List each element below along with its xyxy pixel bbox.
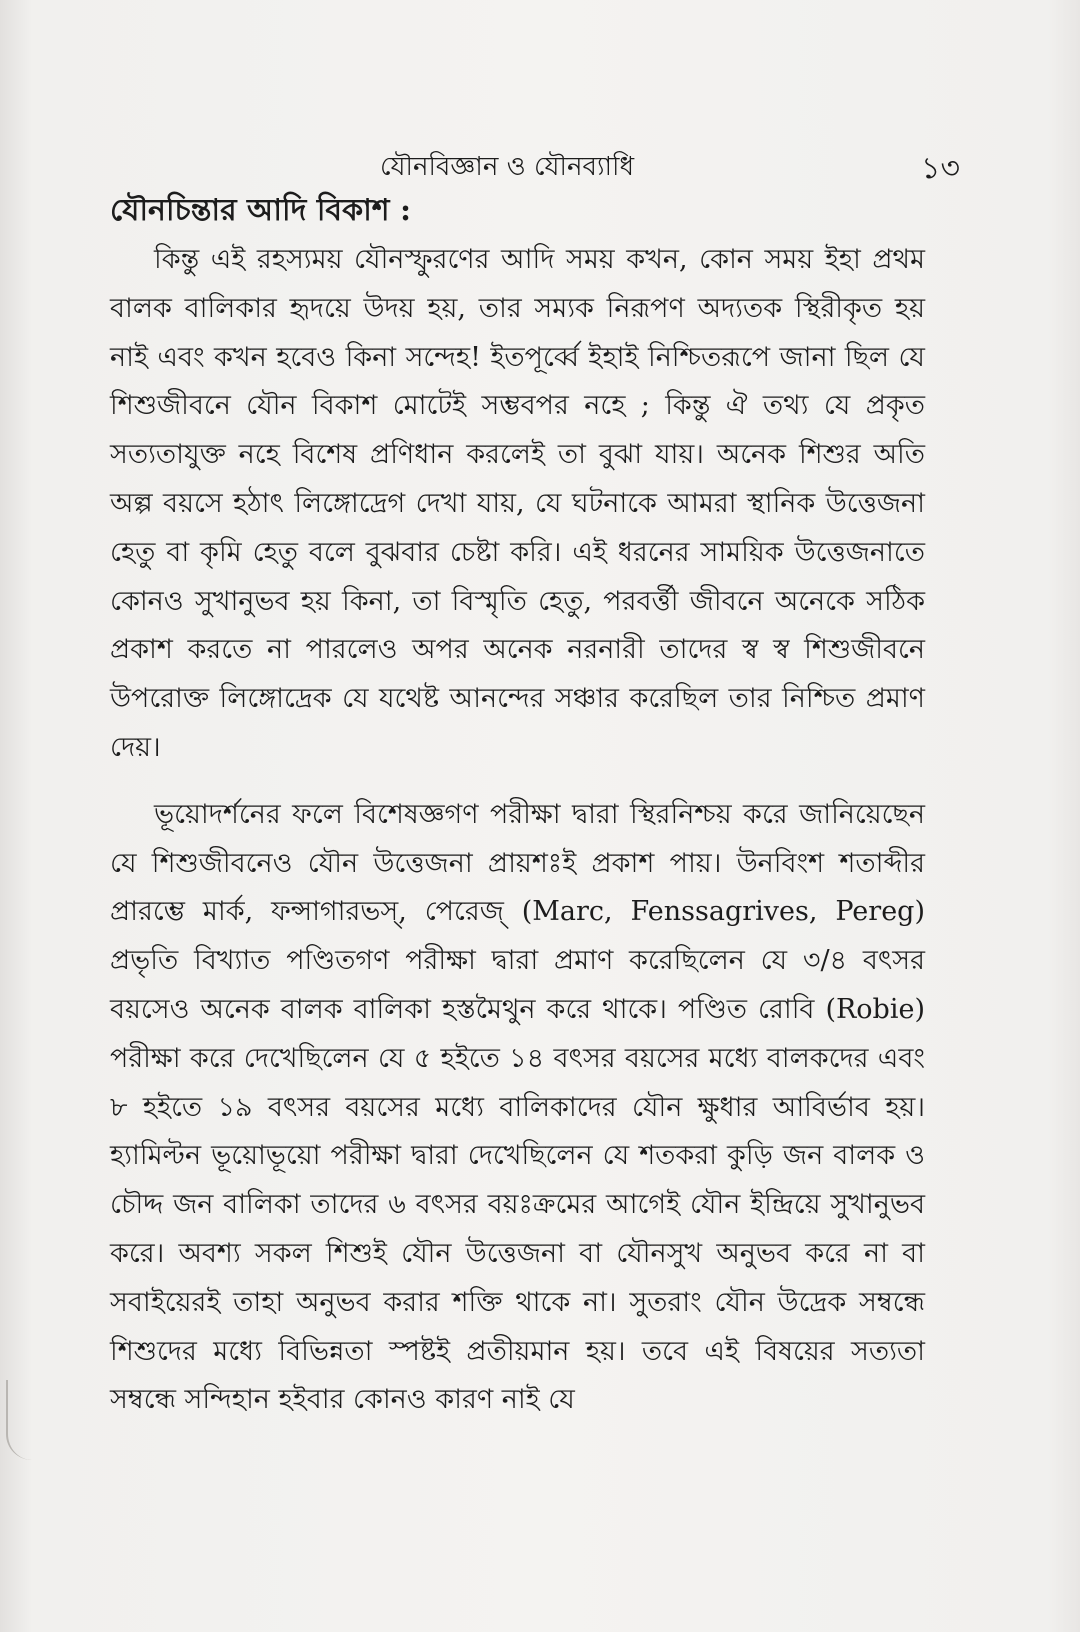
page-body	[110, 186, 925, 1425]
paragraph-1: কিন্তু এই রহস্যময় যৌনস্ফুরণের আদি সময় কখন, কোন সময় ইহা প্রথম বালক বালিকার হৃদয়ে উদয় হয়, তার সম্যক নিরূপণ অদ্যতক স্থিরীকৃত হয় নাই এবং কখন হবেও কিনা সন্দেহ! ইতপূর্ব্বে ইহাই নিশ্চিতরূপে জানা ছিল যে শিশুজীবনে যৌন বিকাশ মোটেই সম্ভবপর নহে ; কিন্তু ঐ তথ্য যে প্রকৃত সত্যতাযুক্ত নহে বিশেষ প্রণিধান করলেই তা বুঝা যায়। অনেক শিশুর অতি অল্প বয়সে হঠাৎ লিঙ্গোদ্রেগ দেখা যায়, যে ঘটনাকে আমরা স্থানিক উত্তেজনা হেতু বা কৃমি হেতু বলে বুঝবার চেষ্টা করি। এই ধরনের সাময়িক উত্তেজনাতে কোনও সুখানুভব হয় কিনা, তা বিস্মৃতি হেতু, পরবর্ত্তী জীবনে অনেকে সঠিক প্রকাশ করতে না পারলেও অপর অনেক নরনারী তাদের স্ব স্ব শিশুজীবনে উপরোক্ত লিঙ্গোদ্রেক যে যথেষ্ট আনন্দের সঞ্চার করেছিল তার নিশ্চিত প্রমাণ দেয়।	[110, 244, 925, 763]
running-title: যৌনবিজ্ঞান ও যৌনব্যাধি	[380, 152, 635, 182]
section-heading: যৌনচিন্তার আদি বিকাশ :	[110, 193, 412, 228]
paragraph-2: ভূয়োদর্শনের ফলে বিশেষজ্ঞগণ পরীক্ষা দ্বারা স্থিরনিশ্চয় করে জানিয়েছেন যে শিশুজীবনেও যৌন উত্তেজনা প্রায়শঃই প্রকাশ পায়। উনবিংশ শতাব্দীর প্রারম্ভে মার্ক, ফন্সাগারভস্, পেরেজ্ (Marc, Fenssagrives, Pereg) প্রভৃতি বিখ্যাত পণ্ডিতগণ পরীক্ষা দ্বারা প্রমাণ করেছিলেন যে ৩/৪ বৎসর বয়সেও অনেক বালক বালিকা হস্তমৈথুন করে থাকে। পণ্ডিত রোবি (Robie) পরীক্ষা করে দেখেছিলেন যে ৫ হইতে ১৪ বৎসর বয়সের মধ্যে বালকদের এবং ৮ হইতে ১৯ বৎসর বয়সের মধ্যে বালিকাদের যৌন ক্ষুধার আবির্ভাব হয়। হ্যামিল্টন ভূয়োভূয়ো পরীক্ষা দ্বারা দেখেছিলেন যে শতকরা কুড়ি জন বালক ও চৌদ্দ জন বালিকা তাদের ৬ বৎসর বয়ঃক্রমের আগেই যৌন ইন্দ্রিয়ে সুখানুভব করে। অবশ্য সকল শিশুই যৌন উত্তেজনা বা যৌনসুখ অনুভব করে না বা সবাইয়েরই তাহা অনুভব করার শক্তি থাকে না। সুতরাং যৌন উদ্রেক সম্বন্ধে শিশুদের মধ্যে বিভিন্নতা স্পষ্টই প্রতীয়মান হয়। তবে এই বিষয়ের সত্যতা সম্বন্ধে সন্দিহান হইবার কোনও কারণ নাই যে	[110, 798, 925, 1416]
page-number: ১৩	[921, 151, 960, 186]
page-header	[110, 146, 960, 186]
